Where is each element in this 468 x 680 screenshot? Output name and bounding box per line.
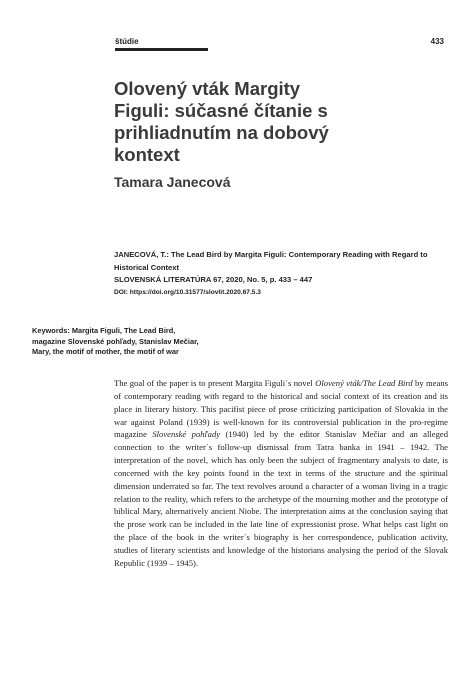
header-rule <box>115 48 208 51</box>
abstract-text: by means of contemporary reading with regard to the historical and social context of its creation and its place in literary history. This pacifist piece of prose criticizing participation of Slovakia in the war against Poland (1939) is well-known for its controversial publication in the pro-regime magazine <box>114 378 448 440</box>
citation-journal: SLOVENSKÁ LITERATÚRA 67, 2020, No. 5, p. 433 – 447 <box>114 275 313 284</box>
abstract-magazine-italic: Slovenské pohľady <box>152 429 221 440</box>
abstract <box>114 377 448 570</box>
article-author: Tamara Janecová <box>114 174 231 190</box>
abstract-title-italic: Olovený vták/The Lead Bird <box>315 378 413 388</box>
citation-doi[interactable]: DOI: https://doi.org/10.31577/slovlit.2020.67.5.3 <box>114 288 261 296</box>
page-number: 433 <box>430 37 444 46</box>
keywords: Keywords: Margita Figuli, The Lead Bird, magazine Slovenské pohľady, Stanislav Mečiar, Mary, the motif of mother, the motif of war <box>32 326 199 356</box>
abstract-text: (1940) led by the editor Stanislav Mečiar and an alleged connection to the writer´s follow-up dismissal from Tatra banka in 1941 – 1942. The interpretation of the novel, which has only been the subject of fragmentary analysis to date, is concerned with the key points found in the text in terms of the structure and the spiritual dimension underrated so far. The text revolves around a character of a woman living in a tragic relation to the reality, which refers to the archetype of the mourning mother and the prototype of biblical Mary, alternatively ancient Niobe. The interpretation aims at the conclusion saying that the prose work can be included in the late line of expressionist prose. What helps cast light on the place of the book in the writer´s biography is her correspondence, publication activity, studies of literary scientists and knowledge of the historians analysing the period of the Slovak Republic (1939 – 1945). <box>114 429 448 568</box>
citation-reference: JANECOVÁ, T.: The Lead Bird by Margita Figuli: Contemporary Reading with Regard to Historical Context <box>114 250 428 272</box>
section-label: štúdie <box>115 37 139 46</box>
abstract-text: The goal of the paper is to present Margita Figuli´s novel <box>114 378 316 388</box>
article-title: Olovený vták Margity Figuli: súčasné čítanie s prihliadnutím na dobový kontext <box>114 78 329 165</box>
citation-block <box>114 249 444 299</box>
